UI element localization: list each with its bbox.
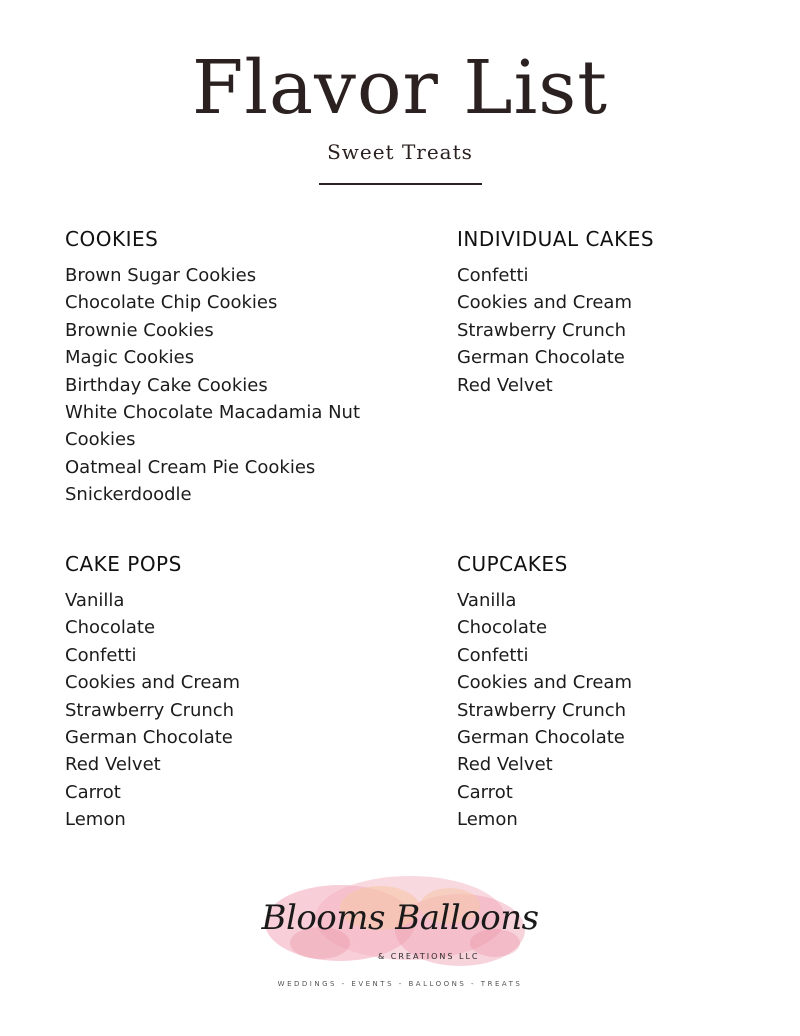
list-item: Brown Sugar Cookies xyxy=(65,265,257,286)
section-heading: CUPCAKES xyxy=(457,552,568,576)
section-cake-pops xyxy=(65,551,425,834)
section-heading: CAKE POPS xyxy=(65,552,182,576)
list-item: Confetti xyxy=(457,265,529,286)
list-item: Lemon xyxy=(65,809,126,831)
list-item: Oatmeal Cream Pie Cookies xyxy=(65,456,316,478)
list-item: Chocolate Chip Cookies xyxy=(65,292,278,314)
section-heading: INDIVIDUAL CAKES xyxy=(457,227,655,251)
section-cookies xyxy=(65,226,425,509)
list-item: Strawberry Crunch xyxy=(457,699,627,721)
brand-tagline: WEDDINGS - EVENTS - BALLOONS - TREATS xyxy=(277,980,523,988)
list-item: Vanilla xyxy=(65,590,125,611)
list-item: Red Velvet xyxy=(457,374,553,396)
section-heading: COOKIES xyxy=(65,227,159,251)
list-item: German Chocolate xyxy=(457,727,625,749)
list-item: Lemon xyxy=(457,809,518,831)
list-item: Red Velvet xyxy=(65,754,161,776)
list-item: Chocolate xyxy=(457,617,548,639)
list-item: Cookies and Cream xyxy=(457,292,632,314)
list-item: Chocolate xyxy=(65,617,156,639)
list-item: Vanilla xyxy=(457,590,517,611)
title-divider xyxy=(319,183,482,185)
section-cupcakes xyxy=(457,551,800,834)
list-item: Confetti xyxy=(65,644,137,666)
list-item: German Chocolate xyxy=(65,727,233,749)
brand-logo xyxy=(260,868,540,998)
list-item: White Chocolate Macadamia Nut Cookies xyxy=(65,402,361,451)
brand-name: Blooms Balloons xyxy=(261,898,539,938)
list-item: Confetti xyxy=(457,644,529,666)
list-item: Strawberry Crunch xyxy=(457,319,627,341)
list-item: Magic Cookies xyxy=(65,347,195,369)
page-subtitle: Sweet Treats xyxy=(327,140,473,164)
list-item: Cookies and Cream xyxy=(457,672,632,694)
list-item: Cookies and Cream xyxy=(65,672,240,694)
list-item: Carrot xyxy=(65,781,121,803)
brand-subtitle: & CREATIONS LLC xyxy=(378,952,480,961)
list-item: Red Velvet xyxy=(457,754,553,776)
section-individual-cakes xyxy=(457,226,800,399)
list-item: Birthday Cake Cookies xyxy=(65,374,268,396)
list-item: Brownie Cookies xyxy=(65,319,214,341)
list-item: Carrot xyxy=(457,781,513,803)
list-item: Strawberry Crunch xyxy=(65,699,235,721)
list-item: German Chocolate xyxy=(457,347,625,369)
list-item: Snickerdoodle xyxy=(65,484,192,506)
page-title: Flavor List xyxy=(192,45,608,131)
